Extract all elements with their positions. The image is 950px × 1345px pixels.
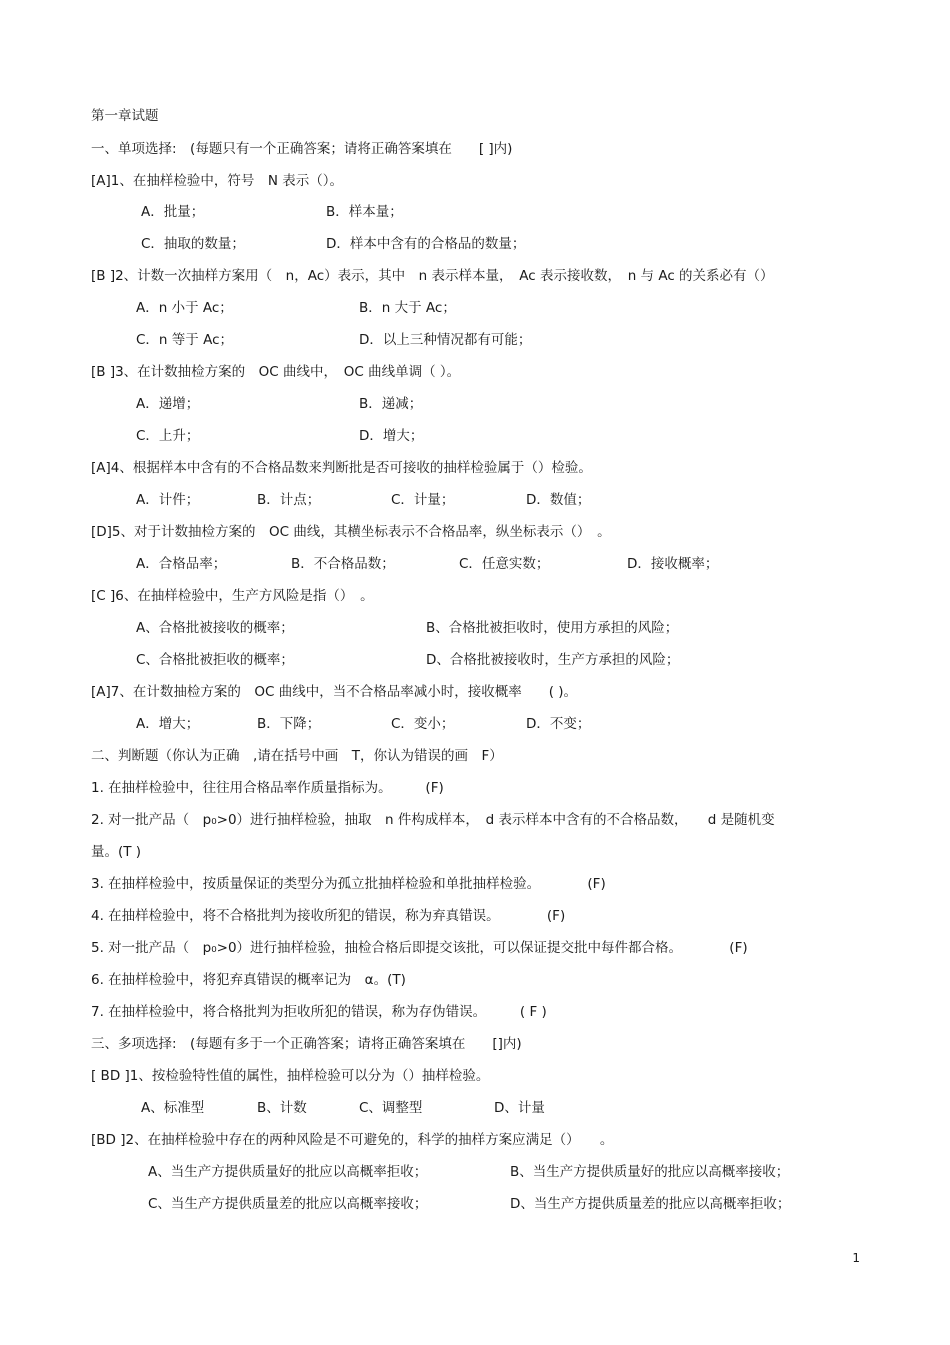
option: C．抽取的数量； [141,236,245,252]
option: C．计量； [391,492,455,508]
section1-heading: 一、单项选择: (每题只有一个正确答案；请将正确答案填在 [ ]内) [91,141,513,157]
option: D、计量 [494,1100,545,1116]
option: C、当生产方提供质量差的批应以高概率接收； [148,1196,428,1212]
option: B．计点； [257,492,321,508]
option: B、合格批被拒收时，使用方承担的风险； [426,620,679,636]
judgment-item-continued: 量。(T ) [91,844,142,860]
question-stem: [B ]2、计数一次抽样方案用（ n，Ac）表示，其中 n 表示样本量， Ac 表示接收数， n 与 Ac 的关系必有（） [91,268,774,284]
option: B．样本量； [326,204,403,220]
option: C．变小； [391,716,455,732]
option: D．接收概率； [627,556,719,572]
option: A．n 小于 Ac； [136,300,233,316]
option: D．样本中含有的合格品的数量； [326,236,526,252]
option: C、合格批被拒收的概率； [136,652,294,668]
question-stem: [D]5、对于计数抽检方案的 OC 曲线，其横坐标表示不合格品率，纵坐标表示（） 。 [91,524,611,540]
question-stem: [A]4、根据样本中含有的不合格品数来判断批是否可接收的抽样检验属于（）检验。 [91,460,592,476]
option: C、调整型 [359,1100,423,1116]
option: A．合格品率； [136,556,227,572]
option: A．批量； [141,204,205,220]
option: A．增大； [136,716,200,732]
option: A、合格批被接收的概率； [136,620,294,636]
option: D、当生产方提供质量差的批应以高概率拒收； [510,1196,791,1212]
option: A．递增； [136,396,200,412]
document-title: 第一章试题 [91,108,159,124]
question-stem: [A]1、在抽样检验中，符号 N 表示（）。 [91,173,343,189]
judgment-item: 3. 在抽样检验中，按质量保证的类型分为孤立批抽样检验和单批抽样检验。 (F) [91,876,606,892]
section3-heading: 三、多项选择: (每题有多于一个正确答案；请将正确答案填在 []内) [91,1036,522,1052]
option: A、标准型 [141,1100,205,1116]
judgment-item: 7. 在抽样检验中，将合格批判为拒收所犯的错误，称为存伪错误。 ( F ) [91,1004,547,1020]
option: A．计件； [136,492,200,508]
judgment-item: 4. 在抽样检验中，将不合格批判为接收所犯的错误，称为弃真错误。 (F) [91,908,566,924]
option: C．任意实数； [459,556,550,572]
judgment-item: 1. 在抽样检验中，往往用合格品率作质量指标为。 (F) [91,780,444,796]
page-number: 1 [852,1251,860,1265]
option: C．n 等于 Ac； [136,332,233,348]
question-stem: [ BD ]1、按检验特性值的属性，抽样检验可以分为（）抽样检验。 [91,1068,490,1084]
option: D．增大； [359,428,424,444]
question-stem: [C ]6、在抽样检验中，生产方风险是指（） 。 [91,588,374,604]
option: B．下降； [257,716,321,732]
option: B．递减； [359,396,423,412]
option: B、计数 [257,1100,307,1116]
option: D．不变； [526,716,591,732]
option: D、合格批被接收时，生产方承担的风险； [426,652,680,668]
option: A、当生产方提供质量好的批应以高概率拒收； [148,1164,428,1180]
judgment-item: 2. 对一批产品（ p₀>0）进行抽样检验，抽取 n 件构成样本， d 表示样本中含有的不合格品数， d 是随机变 [91,812,775,828]
judgment-item: 6. 在抽样检验中，将犯弃真错误的概率记为 α。(T) [91,972,406,988]
option: B．不合格品数； [291,556,395,572]
option: D．以上三种情况都有可能； [359,332,532,348]
judgment-item: 5. 对一批产品（ p₀>0）进行抽样检验，抽检合格后即提交该批，可以保证提交批中每件都合格。 (F) [91,940,748,956]
question-stem: [BD ]2、在抽样检验中存在的两种风险是不可避免的，科学的抽样方案应满足（） 。 [91,1132,614,1148]
question-stem: [A]7、在计数抽检方案的 OC 曲线中，当不合格品率减小时，接收概率 ( )。 [91,684,578,700]
question-stem: [B ]3、在计数抽检方案的 OC 曲线中， OC 曲线单调（ ）。 [91,364,461,380]
section2-heading: 二、判断题（你认为正确 ,请在括号中画 T，你认为错误的画 F） [91,748,503,764]
option: D．数值； [526,492,591,508]
option: B．n 大于 Ac； [359,300,456,316]
option: B、当生产方提供质量好的批应以高概率接收； [510,1164,790,1180]
option: C．上升； [136,428,200,444]
